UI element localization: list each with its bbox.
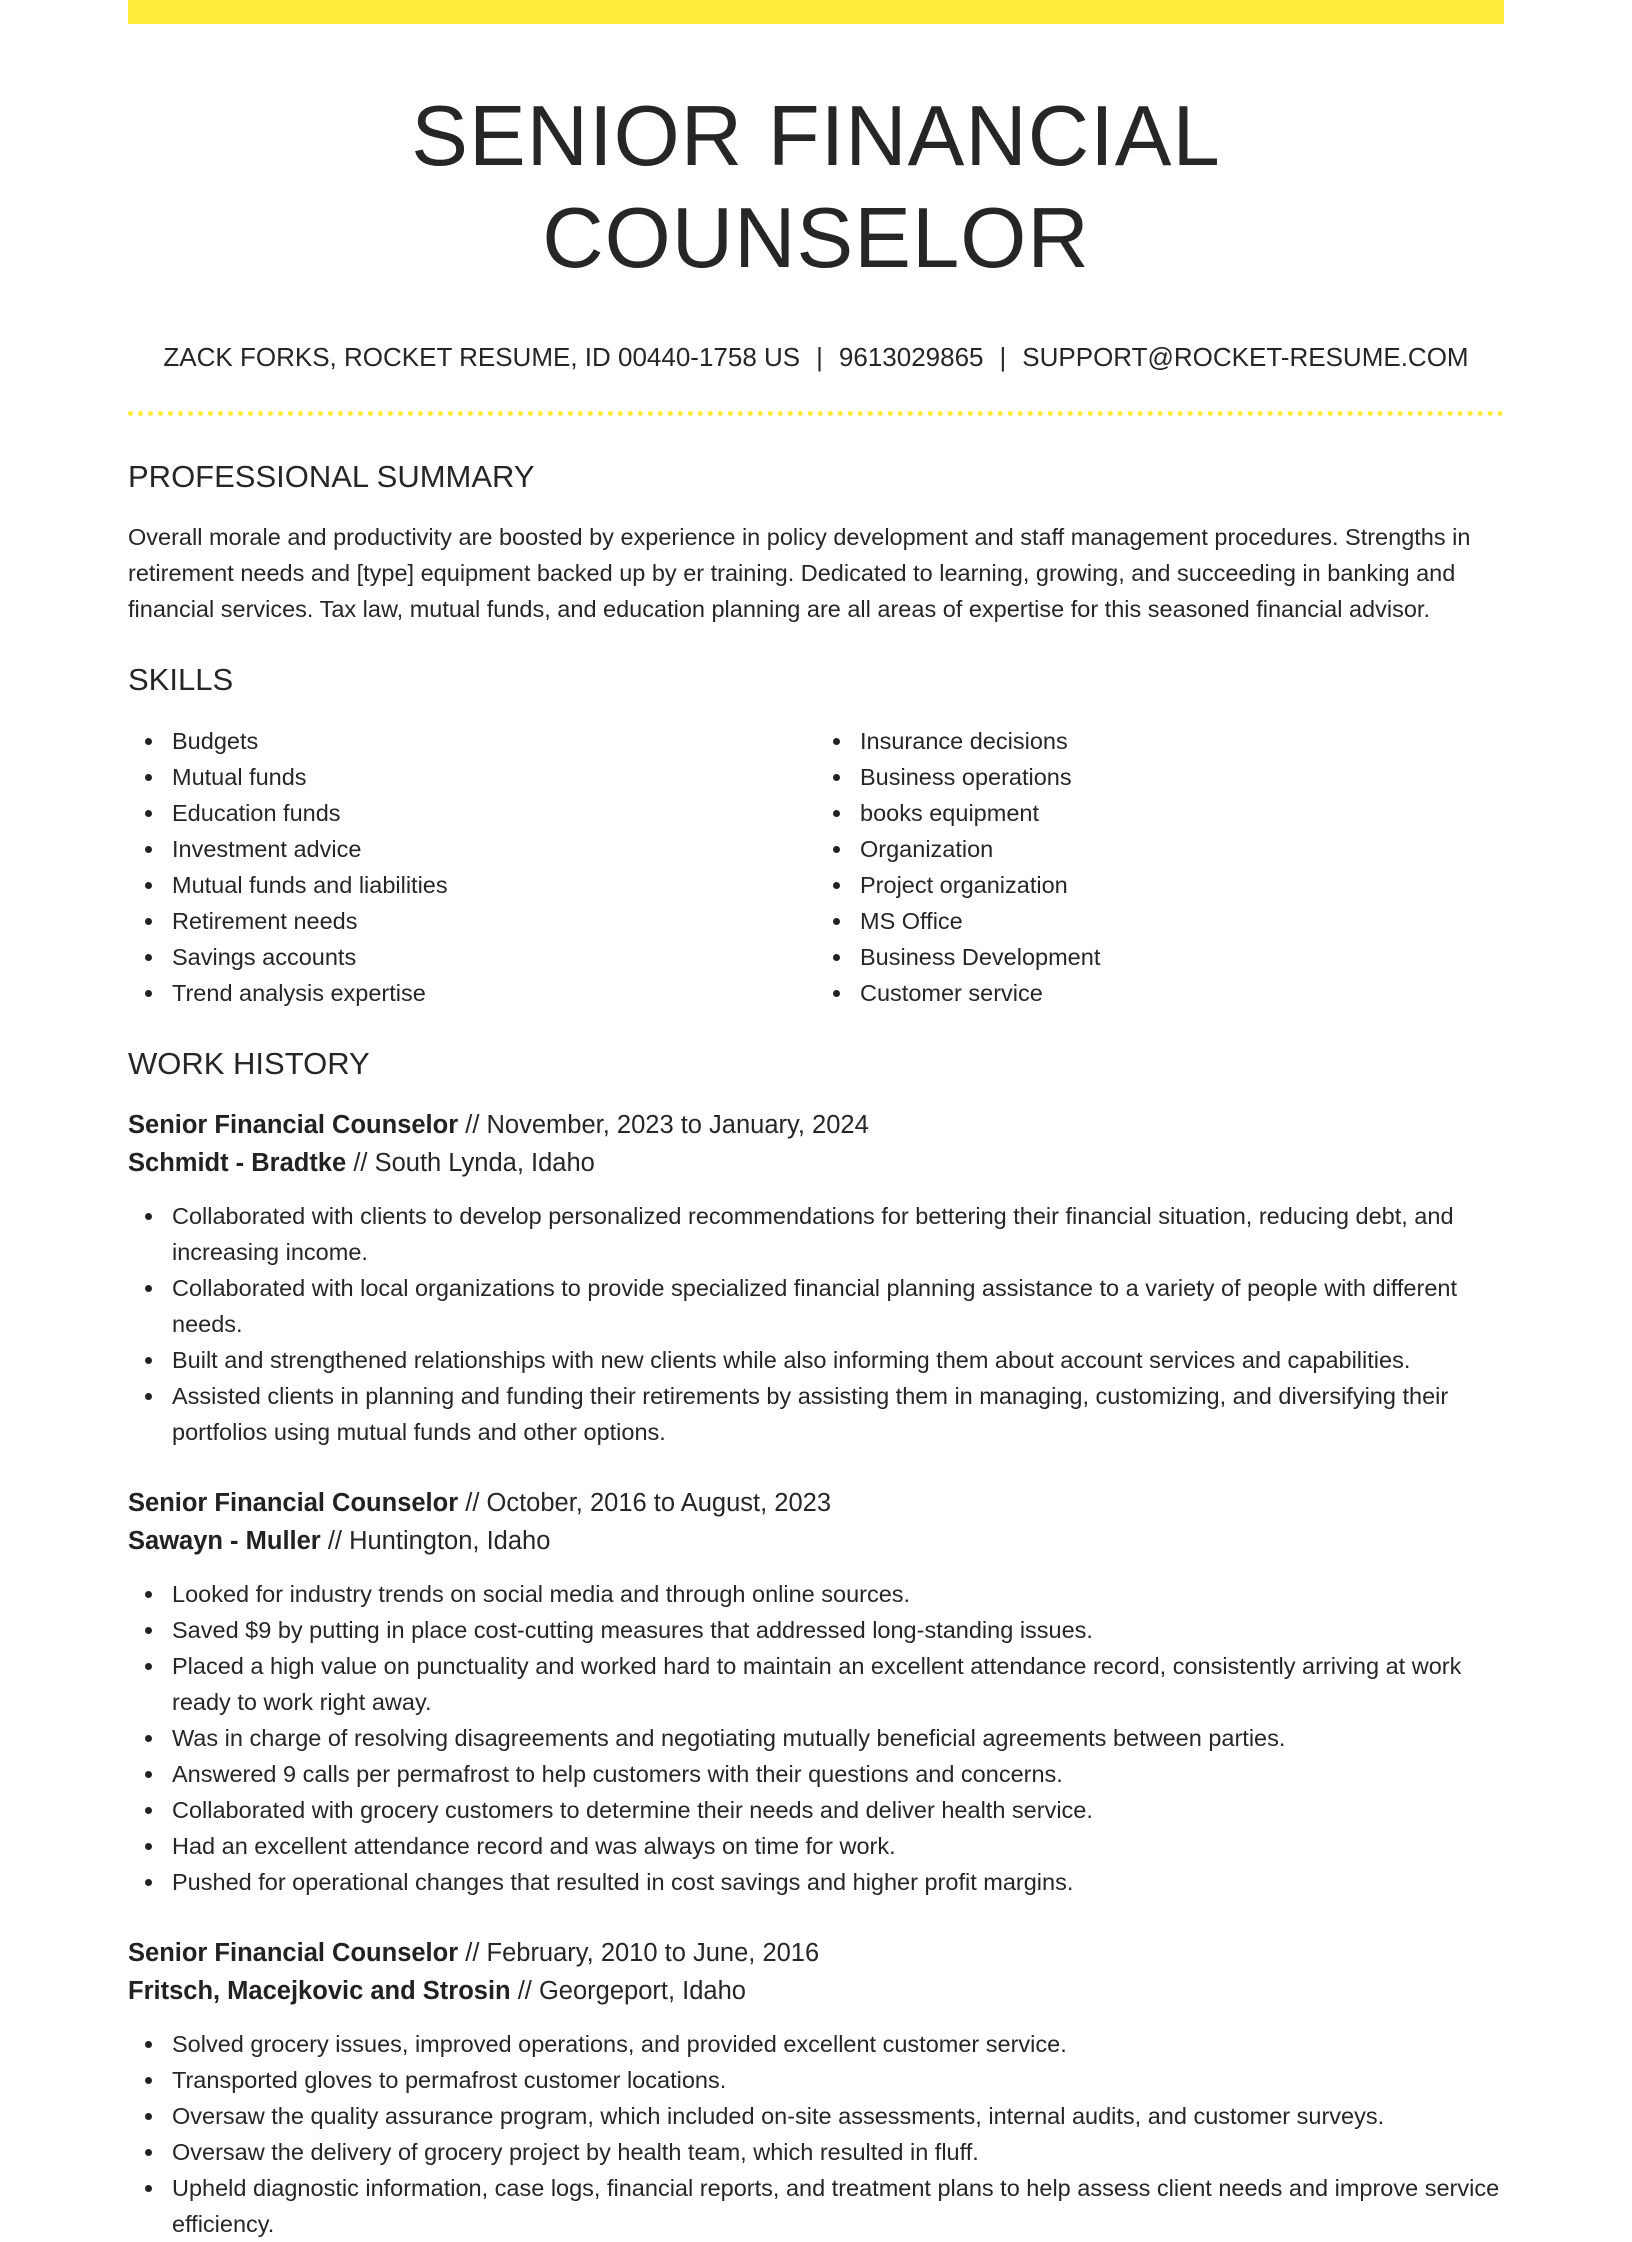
job-bullet: Assisted clients in planning and funding their retirements by assisting them in managing, customizing, and diversifying their portfolios using mutual funds and other options.: [128, 1378, 1504, 1450]
job-entry: [128, 1484, 1504, 1900]
job-bullet: Solved grocery issues, improved operations, and provided excellent customer service.: [128, 2026, 1504, 2062]
job-title-line: [128, 1934, 1504, 1972]
skill-item: MS Office: [816, 903, 1504, 939]
skill-item: Education funds: [128, 795, 816, 831]
job-title: Senior Financial Counselor: [128, 1488, 459, 1517]
contact-email: SUPPORT@ROCKET-RESUME.COM: [1022, 342, 1469, 372]
summary-heading: PROFESSIONAL SUMMARY: [128, 459, 535, 495]
job-dates: // November, 2023 to January, 2024: [465, 1110, 869, 1139]
job-bullet: Saved $9 by putting in place cost-cutting measures that addressed long-standing issues.: [128, 1612, 1504, 1648]
skill-item: Mutual funds and liabilities: [128, 867, 816, 903]
job-bullet: Collaborated with local organizations to provide specialized financial planning assistance to a variety of people with different needs.: [128, 1270, 1504, 1342]
skills-list-right: [816, 723, 1504, 1011]
job-bullet: Answered 9 calls per permafrost to help customers with their questions and concerns.: [128, 1756, 1504, 1792]
job-company: Fritsch, Macejkovic and Strosin: [128, 1976, 511, 2005]
job-title-line: [128, 1106, 1504, 1144]
job-bullets: [128, 2026, 1504, 2242]
skill-item: Savings accounts: [128, 939, 816, 975]
job-bullet: Pushed for operational changes that resulted in cost savings and higher profit margins.: [128, 1864, 1504, 1900]
job-bullet: Looked for industry trends on social media and through online sources.: [128, 1576, 1504, 1612]
job-location: // Georgeport, Idaho: [517, 1976, 746, 2005]
skill-item: Mutual funds: [128, 759, 816, 795]
job-company-line: [128, 1144, 1504, 1182]
summary-section: [128, 458, 1504, 627]
skills-columns: [128, 723, 1504, 1011]
job-bullet: Built and strengthened relationships with new clients while also informing them about account services and capabilities.: [128, 1342, 1504, 1378]
job-entry: [128, 1106, 1504, 1450]
skills-list-left: [128, 723, 816, 1011]
work-history-section: [128, 1045, 1504, 2242]
job-bullet: Had an excellent attendance record and was always on time for work.: [128, 1828, 1504, 1864]
job-bullet: Placed a high value on punctuality and worked hard to maintain an excellent attendance record, consistently arriving at work ready to work right away.: [128, 1648, 1504, 1720]
skill-item: Organization: [816, 831, 1504, 867]
contact-address: ZACK FORKS, ROCKET RESUME, ID 00440-1758 US: [163, 342, 801, 372]
job-bullet: Oversaw the delivery of grocery project by health team, which resulted in fluff.: [128, 2134, 1504, 2170]
job-company: Schmidt - Bradtke: [128, 1148, 347, 1177]
accent-bar: [128, 0, 1504, 24]
job-bullets: [128, 1576, 1504, 1900]
work-history-heading: WORK HISTORY: [128, 1045, 370, 1081]
skills-section: [128, 661, 1504, 1010]
job-bullet: Oversaw the quality assurance program, which included on-site assessments, internal audits, and customer surveys.: [128, 2098, 1504, 2134]
job-bullet: Collaborated with grocery customers to determine their needs and deliver health service.: [128, 1792, 1504, 1828]
job-entry: [128, 1934, 1504, 2242]
job-location: // Huntington, Idaho: [327, 1526, 551, 1555]
job-company-line: [128, 1522, 1504, 1560]
page-title: SENIOR FINANCIAL COUNSELOR: [411, 89, 1221, 286]
contact-line: [128, 342, 1504, 373]
skill-item: Insurance decisions: [816, 723, 1504, 759]
skill-item: Project organization: [816, 867, 1504, 903]
job-title-line: [128, 1484, 1504, 1522]
skill-item: Business operations: [816, 759, 1504, 795]
resume-page: [128, 0, 1504, 2242]
contact-phone: 9613029865: [838, 342, 984, 372]
job-bullets: [128, 1198, 1504, 1450]
job-bullet: Transported gloves to permafrost customer locations.: [128, 2062, 1504, 2098]
job-dates: // October, 2016 to August, 2023: [465, 1488, 832, 1517]
job-location: // South Lynda, Idaho: [353, 1148, 595, 1177]
skill-item: Business Development: [816, 939, 1504, 975]
job-title: Senior Financial Counselor: [128, 1938, 459, 1967]
skill-item: Investment advice: [128, 831, 816, 867]
contact-separator: |: [999, 342, 1007, 372]
job-bullet: Was in charge of resolving disagreements and negotiating mutually beneficial agreements between parties.: [128, 1720, 1504, 1756]
job-company-line: [128, 1972, 1504, 2010]
job-company: Sawayn - Muller: [128, 1526, 321, 1555]
skill-item: books equipment: [816, 795, 1504, 831]
job-bullet: Collaborated with clients to develop personalized recommendations for bettering their financial situation, reducing debt, and increasing income.: [128, 1198, 1504, 1270]
skill-item: Retirement needs: [128, 903, 816, 939]
skill-item: Customer service: [816, 975, 1504, 1011]
skills-heading: SKILLS: [128, 662, 234, 698]
contact-separator: |: [816, 342, 823, 372]
job-title: Senior Financial Counselor: [128, 1110, 459, 1139]
skill-item: Trend analysis expertise: [128, 975, 816, 1011]
skill-item: Budgets: [128, 723, 816, 759]
header-divider: [128, 411, 1504, 416]
job-dates: // February, 2010 to June, 2016: [465, 1938, 820, 1967]
summary-text: Overall morale and productivity are boosted by experience in policy development and staff management procedures. Strengths in retirement needs and [type] equipment backed up by er training. Dedicated to learning, growing, and succeeding in banking and financial services. Tax law, mutual funds, and education planning are all areas of expertise for this seasoned financial advisor.: [128, 524, 1471, 623]
job-bullet: Upheld diagnostic information, case logs, financial reports, and treatment plans to help assess client needs and improve service efficiency.: [128, 2170, 1504, 2242]
